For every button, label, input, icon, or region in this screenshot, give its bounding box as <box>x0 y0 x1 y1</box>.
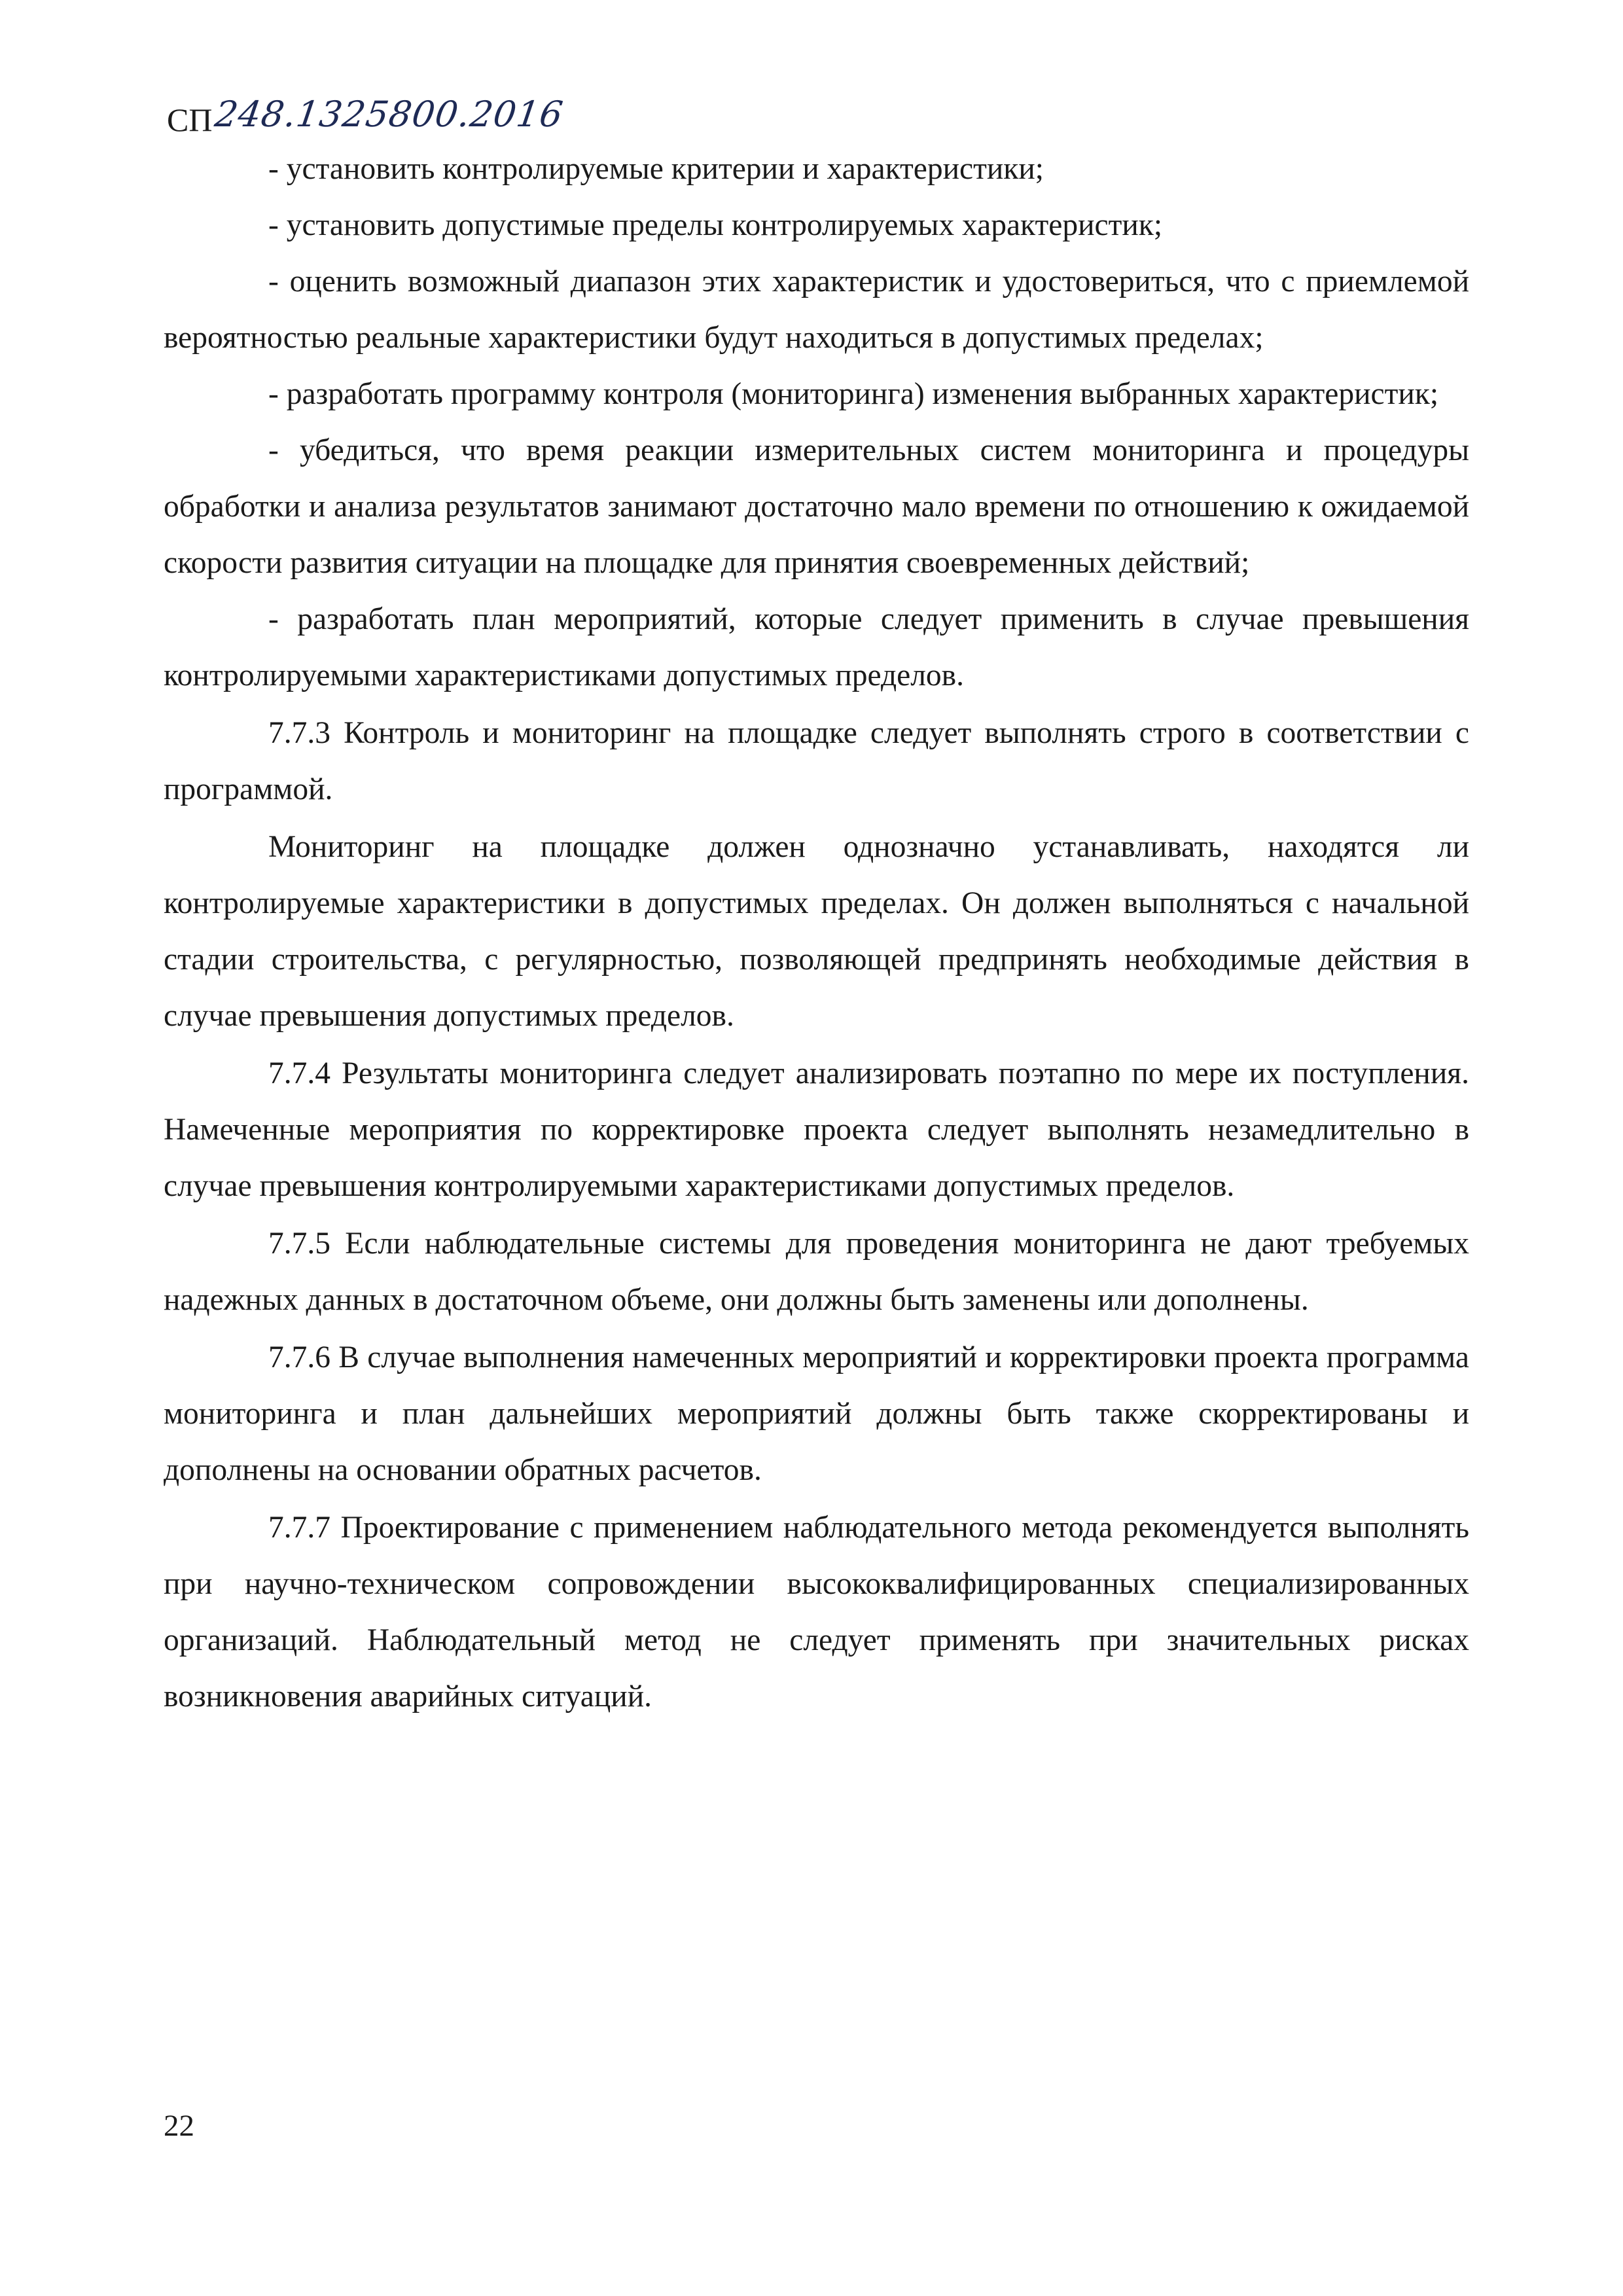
paragraph-7-7-4: 7.7.4 Результаты мониторинга следует анализировать поэтапно по мере их поступления. Намеченные мероприятия по корректировке проекта следует выполнять незамедлительно в случае превышения контролируемыми характеристиками допустимых пределов. <box>164 1056 1469 1203</box>
paragraph-4: - разработать программу контроля (мониторинга) изменения выбранных характеристик; <box>268 377 1439 411</box>
document-header <box>167 77 567 138</box>
page-number: 22 <box>164 2109 194 2143</box>
paragraph-5: - убедиться, что время реакции измерительных систем мониторинга и процедуры обработки и анализа результатов занимают достаточно мало времени по отношению к ожидаемой скорости развития ситуации на площадке для принятия своевременных действий; <box>164 433 1469 580</box>
paragraph-monitoring: Мониторинг на площадке должен однозначно устанавливать, находятся ли контролируемые характеристики в допустимых пределах. Он должен выполняться с начальной стадии строительства, с регулярностью, позволяющей предпринять необходимые действия в случае превышения допустимых пределов. <box>164 830 1469 1033</box>
paragraph-1: - установить контролируемые критерии и характеристики; <box>268 152 1044 186</box>
paragraph-7-7-7: 7.7.7 Проектирование с применением наблюдательного метода рекомендуется выполнять при научно-техническом сопровождении высококвалифицированных специализированных организаций. Наблюдательный метод не следует применять при значительных рисках возникновения аварийных ситуаций. <box>164 1511 1469 1713</box>
body-text <box>164 141 1469 1725</box>
standard-prefix: СП <box>167 101 213 138</box>
paragraph-7-7-3: 7.7.3 Контроль и мониторинг на площадке следует выполнять строго в соответствии с программой. <box>164 716 1469 806</box>
paragraph-6: - разработать план мероприятий, которые следует применить в случае превышения контролируемыми характеристиками допустимых пределов. <box>164 602 1469 692</box>
paragraph-2: - установить допустимые пределы контролируемых характеристик; <box>268 208 1163 242</box>
handwritten-standard-code: 248.1325800.2016 <box>212 94 567 135</box>
paragraph-7-7-5: 7.7.5 Если наблюдательные системы для проведения мониторинга не дают требуемых надежных данных в достаточном объеме, они должны быть заменены или дополнены. <box>164 1227 1469 1317</box>
paragraph-7-7-6: 7.7.6 В случае выполнения намеченных мероприятий и корректировки проекта программа мониторинга и план дальнейших мероприятий должны быть также скорректированы и дополнены на основании обратных расчетов. <box>164 1340 1469 1487</box>
paragraph-3: - оценить возможный диапазон этих характеристик и удостовериться, что с приемлемой вероятностью реальные характеристики будут находиться в допустимых пределах; <box>164 264 1469 355</box>
